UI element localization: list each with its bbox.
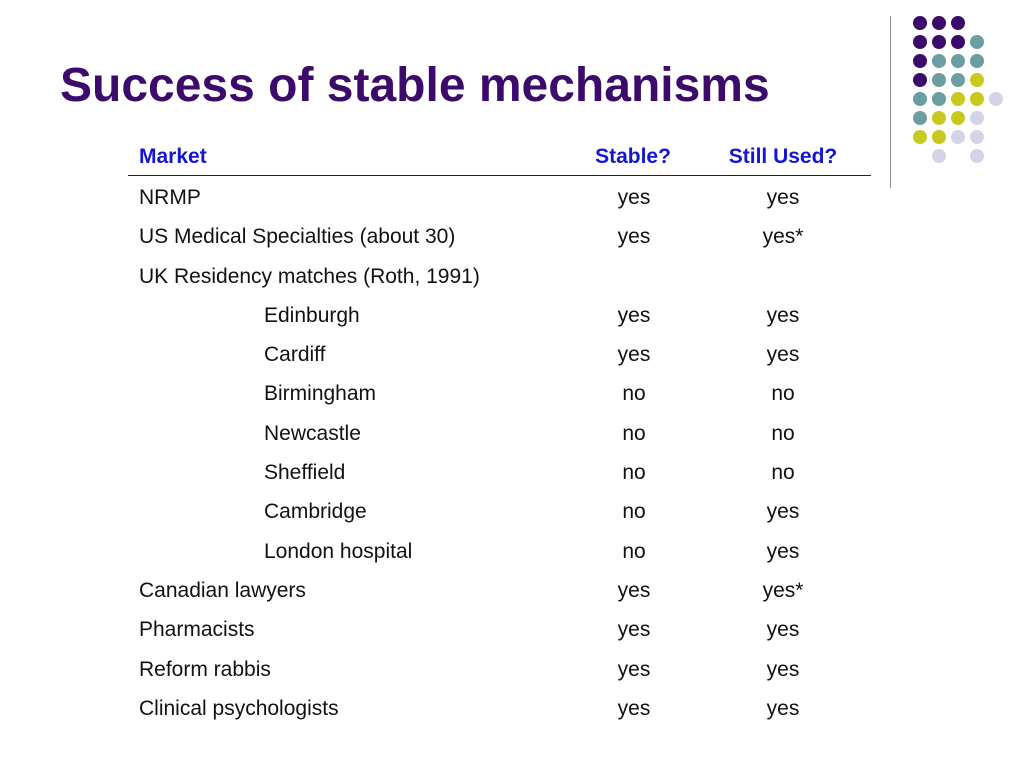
cell-still-used: yes* [762, 578, 804, 602]
cell-still-used: yes* [762, 225, 804, 249]
cell-market: Clinical psychologists [139, 696, 339, 720]
decorative-dot [932, 92, 946, 106]
cell-still-used: yes [766, 539, 800, 563]
decorative-dot [913, 54, 927, 68]
table-row [128, 648, 871, 687]
cell-market: Pharmacists [139, 618, 255, 642]
cell-still-used: no [771, 382, 795, 406]
header-market: Market [139, 145, 207, 168]
table-row [128, 569, 871, 608]
table-row [128, 372, 871, 411]
cell-stable: no [622, 539, 646, 563]
cell-still-used: yes [766, 303, 800, 327]
table-row [128, 255, 871, 294]
table-row [128, 294, 871, 333]
decorative-dot [970, 111, 984, 125]
cell-still-used: yes [766, 618, 800, 642]
decorative-dot [951, 54, 965, 68]
decorative-dot [951, 73, 965, 87]
decorative-dot [913, 130, 927, 144]
slide-title: Success of stable mechanisms [60, 59, 770, 112]
cell-still-used: yes [766, 657, 800, 681]
cell-stable: yes [617, 696, 651, 720]
decorative-dot [970, 35, 984, 49]
decorative-dot [951, 92, 965, 106]
decorative-dot [932, 54, 946, 68]
table-row [128, 608, 871, 647]
cell-stable: no [622, 461, 646, 485]
cell-still-used: yes [766, 500, 800, 524]
cell-market: Sheffield [264, 461, 346, 485]
decorative-dot [913, 92, 927, 106]
cell-stable: yes [617, 618, 651, 642]
decorative-dot [970, 149, 984, 163]
cell-market: Reform rabbis [139, 657, 271, 681]
table-row [128, 333, 871, 372]
markets-table [128, 137, 871, 726]
cell-still-used: no [771, 461, 795, 485]
decorative-dot [970, 130, 984, 144]
table-row [128, 176, 871, 215]
table-row [128, 451, 871, 490]
cell-market: Edinburgh [264, 303, 360, 327]
decorative-dot [989, 92, 1003, 106]
decorative-dot [970, 73, 984, 87]
decorative-dot [932, 111, 946, 125]
cell-market: London hospital [264, 539, 413, 563]
divider-line [890, 16, 891, 188]
decorative-dot [932, 149, 946, 163]
decorative-dot [951, 111, 965, 125]
decorative-dot [913, 111, 927, 125]
cell-stable: yes [617, 225, 651, 249]
cell-still-used: no [771, 421, 795, 445]
cell-market: Cardiff [264, 343, 326, 367]
decorative-dot [951, 35, 965, 49]
cell-still-used: yes [766, 186, 800, 209]
table-row [128, 530, 871, 569]
decorative-dot [932, 16, 946, 30]
cell-stable: yes [617, 578, 651, 602]
cell-market: UK Residency matches (Roth, 1991) [139, 264, 480, 288]
cell-stable: yes [617, 186, 651, 209]
decorative-dot [970, 92, 984, 106]
cell-stable: yes [617, 303, 651, 327]
cell-market: Newcastle [264, 421, 361, 445]
cell-market: NRMP [139, 186, 201, 209]
decorative-dot [932, 130, 946, 144]
cell-stable: no [622, 421, 646, 445]
decorative-dot [932, 73, 946, 87]
header-still-used: Still Used? [728, 145, 838, 168]
cell-stable: yes [617, 343, 651, 367]
header-stable: Stable? [595, 145, 671, 168]
cell-stable: no [622, 500, 646, 524]
table-row [128, 687, 871, 726]
decorative-dot [951, 16, 965, 30]
cell-market: Cambridge [264, 500, 367, 524]
cell-market: US Medical Specialties (about 30) [139, 225, 456, 249]
table-row [128, 215, 871, 254]
decorative-dot [913, 73, 927, 87]
decorative-dot [951, 130, 965, 144]
cell-market: Birmingham [264, 382, 377, 406]
cell-still-used: yes [766, 343, 800, 367]
decorative-dot [970, 54, 984, 68]
decorative-dot [913, 35, 927, 49]
decorative-dot [913, 16, 927, 30]
table-header [128, 137, 871, 176]
cell-market: Canadian lawyers [139, 578, 306, 602]
table-row [128, 412, 871, 451]
cell-stable: no [622, 382, 646, 406]
table-row [128, 490, 871, 529]
cell-still-used: yes [766, 696, 800, 720]
cell-stable: yes [617, 657, 651, 681]
decorative-dot [932, 35, 946, 49]
